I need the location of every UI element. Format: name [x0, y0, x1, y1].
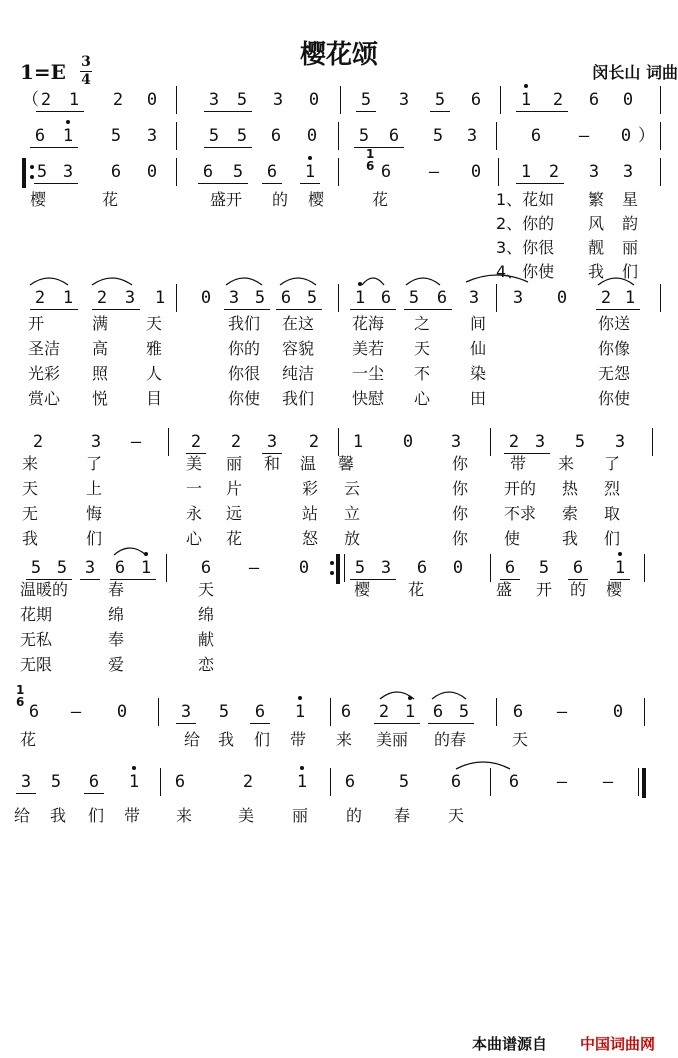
note: 5	[232, 162, 244, 182]
lyric-syllable: 馨	[338, 454, 355, 473]
note: 0	[116, 702, 128, 722]
lyric-syllable: 远	[226, 504, 243, 523]
lyric-syllable: 圣洁	[28, 339, 61, 358]
lyric-syllable: 们	[86, 529, 103, 548]
note: 2	[552, 90, 564, 110]
note: 5	[236, 90, 248, 110]
lyric-syllable: 2、你的	[496, 214, 555, 233]
lyric-syllable: 彩	[302, 479, 319, 498]
lyric-syllable: 无	[22, 504, 39, 523]
note: 6	[110, 162, 122, 182]
note: 2	[508, 432, 520, 452]
note: 0	[298, 558, 310, 578]
lyric-syllable: 开的	[504, 479, 537, 498]
lyric-syllable: 永	[186, 504, 203, 523]
lyric-syllable: 你像	[598, 339, 631, 358]
note: 5	[236, 126, 248, 146]
lyric-syllable: 春	[108, 580, 125, 599]
note: 6	[34, 126, 46, 146]
note: 6	[380, 162, 392, 182]
note: 3	[228, 288, 240, 308]
lyric-syllable: 目	[146, 389, 163, 408]
note: 3	[208, 90, 220, 110]
note: 3	[124, 288, 136, 308]
note: 2	[378, 702, 390, 722]
lyric-syllable: 3、你很	[496, 238, 555, 257]
note: 6	[340, 702, 352, 722]
lyric-syllable: 立	[344, 504, 361, 523]
note: 6	[270, 126, 282, 146]
note: 3	[614, 432, 626, 452]
lyric-syllable: 你	[452, 454, 469, 473]
paren-close: ）	[638, 126, 655, 146]
note: 5	[56, 558, 68, 578]
lyric-syllable: 使	[504, 529, 521, 548]
dash: —	[248, 558, 260, 578]
lyric-syllable: 之	[414, 314, 431, 333]
note: 3	[62, 162, 74, 182]
lyric-syllable: 你使	[228, 389, 261, 408]
paren-open: （	[22, 90, 39, 110]
note: 5	[306, 288, 318, 308]
note: 3	[534, 432, 546, 452]
lyric-syllable: 天	[414, 339, 431, 358]
lyric-syllable: 一尘	[352, 364, 385, 383]
note: 6	[512, 702, 524, 722]
time-signature-bottom: 4	[81, 72, 91, 88]
lyric-syllable: 田	[470, 389, 487, 408]
note: 5	[434, 90, 446, 110]
lyric-syllable: 带	[510, 454, 527, 473]
note: 5	[432, 126, 444, 146]
key-signature: 1=E	[20, 60, 66, 84]
note: 1	[140, 558, 152, 578]
note: 0	[306, 126, 318, 146]
lyric-syllable: 不	[414, 364, 431, 383]
lyric-syllable: 韵	[622, 214, 639, 233]
lyric-syllable: 开	[28, 314, 45, 333]
lyric-syllable: 烈	[604, 479, 621, 498]
lyric-syllable: 上	[86, 479, 103, 498]
note: 5	[538, 558, 550, 578]
note: 3	[90, 432, 102, 452]
note: 1	[352, 432, 364, 452]
note: 0	[200, 288, 212, 308]
note: 0	[402, 432, 414, 452]
lyric-syllable: 满	[92, 314, 109, 333]
dash: —	[556, 772, 568, 792]
note: 3	[84, 558, 96, 578]
lyric-syllable: 赏心	[28, 389, 61, 408]
note: 1	[296, 772, 308, 792]
lyric-syllable: 你很	[228, 364, 261, 383]
lyric-syllable: 绵	[108, 605, 125, 624]
note: 1	[68, 90, 80, 110]
note: 3	[468, 288, 480, 308]
note: 6	[436, 288, 448, 308]
lyric-syllable: 花海	[352, 314, 385, 333]
note: 6	[254, 702, 266, 722]
note: 3	[180, 702, 192, 722]
lyric-syllable: 们	[622, 262, 639, 281]
lyric-syllable: 照	[92, 364, 109, 383]
lyric-syllable: 心	[414, 389, 431, 408]
lyric-syllable: 我	[22, 529, 39, 548]
note: 2	[190, 432, 202, 452]
note: 2	[308, 432, 320, 452]
note: 1	[354, 288, 366, 308]
note: 3	[512, 288, 524, 308]
lyric-syllable: 片	[226, 479, 243, 498]
lyric-syllable: 无限	[20, 655, 53, 674]
grace-note: 1	[366, 147, 375, 161]
final-barline	[642, 768, 646, 798]
lyric-syllable: 无怨	[598, 364, 631, 383]
lyric-syllable: 你使	[598, 389, 631, 408]
lyric-syllable: 天	[22, 479, 39, 498]
lyric-syllable: 你	[452, 479, 469, 498]
lyric-syllable: 我们	[282, 389, 315, 408]
lyric-syllable: 献	[198, 630, 215, 649]
note: 5	[354, 558, 366, 578]
lyric-syllable: 樱	[354, 580, 371, 599]
lyric-syllable: 人	[146, 364, 163, 383]
note: 1	[128, 772, 140, 792]
note: 2	[40, 90, 52, 110]
lyric-syllable: 来	[176, 806, 193, 825]
lyric-syllable: 你送	[598, 314, 631, 333]
note: 5	[358, 126, 370, 146]
lyric-syllable: 爱	[108, 655, 125, 674]
footer-site-name: 中国词曲网	[580, 1035, 656, 1053]
lyric-syllable: 樱	[606, 580, 623, 599]
note: 6	[416, 558, 428, 578]
note: 1	[304, 162, 316, 182]
note: 5	[254, 288, 266, 308]
note: 6	[504, 558, 516, 578]
note: 2	[112, 90, 124, 110]
lyric-syllable: 仙	[470, 339, 487, 358]
note: 6	[588, 90, 600, 110]
note: 3	[588, 162, 600, 182]
lyric-syllable: 了	[86, 454, 103, 473]
lyric-syllable: 花	[408, 580, 425, 599]
lyric-syllable: 美	[186, 454, 203, 473]
lyric-syllable: 的	[272, 190, 289, 209]
note: 2	[96, 288, 108, 308]
note: 2	[242, 772, 254, 792]
lyric-syllable: 花期	[20, 605, 53, 624]
note: 0	[556, 288, 568, 308]
lyric-syllable: 恋	[198, 655, 215, 674]
footer-source-label: 本曲谱源自	[472, 1035, 548, 1053]
note: 6	[200, 558, 212, 578]
note: 0	[612, 702, 624, 722]
note: 3	[380, 558, 392, 578]
lyric-syllable: 丽	[622, 238, 639, 257]
note: 0	[620, 126, 632, 146]
lyric-syllable: 花	[102, 190, 119, 209]
dash: —	[578, 126, 590, 146]
grace-note: 6	[16, 695, 25, 709]
lyric-syllable: 给	[184, 730, 201, 749]
note: 6	[88, 772, 100, 792]
note: 6	[450, 772, 462, 792]
lyric-syllable: 4、你使	[496, 262, 555, 281]
lyric-syllable: 盛	[496, 580, 513, 599]
grace-note: 6	[366, 159, 375, 173]
lyric-syllable: 美丽	[376, 730, 409, 749]
note: 3	[622, 162, 634, 182]
note: 6	[344, 772, 356, 792]
lyric-syllable: 天	[448, 806, 465, 825]
lyric-syllable: 星	[622, 190, 639, 209]
lyric-syllable: 悔	[86, 504, 103, 523]
lyric-syllable: 的	[346, 806, 363, 825]
lyric-syllable: 取	[604, 504, 621, 523]
note: 1	[624, 288, 636, 308]
note: 5	[408, 288, 420, 308]
note: 6	[508, 772, 520, 792]
note: 5	[574, 432, 586, 452]
note: 6	[380, 288, 392, 308]
note: 1	[62, 288, 74, 308]
lyric-syllable: 间	[470, 314, 487, 333]
note: 6	[432, 702, 444, 722]
note: 1	[62, 126, 74, 146]
lyric-syllable: 风	[588, 214, 605, 233]
lyric-syllable: 来	[336, 730, 353, 749]
barline	[638, 768, 639, 796]
lyric-syllable: 你	[452, 529, 469, 548]
note: 0	[146, 90, 158, 110]
note: 3	[450, 432, 462, 452]
note: 6	[266, 162, 278, 182]
note: 2	[548, 162, 560, 182]
lyric-syllable: 1、花如	[496, 190, 555, 209]
lyric-syllable: 你的	[228, 339, 261, 358]
lyric-syllable: 樱	[308, 190, 325, 209]
note: 5	[50, 772, 62, 792]
lyric-syllable: 不求	[504, 504, 537, 523]
lyric-syllable: 了	[604, 454, 621, 473]
dash: —	[556, 702, 568, 722]
note: 5	[36, 162, 48, 182]
note: 6	[470, 90, 482, 110]
lyric-syllable: 带	[124, 806, 141, 825]
lyric-syllable: 们	[604, 529, 621, 548]
song-title: 樱花颂	[299, 40, 378, 70]
note: 1	[520, 90, 532, 110]
note: 6	[530, 126, 542, 146]
note: 0	[622, 90, 634, 110]
note: 1	[404, 702, 416, 722]
note: 5	[110, 126, 122, 146]
note: 6	[114, 558, 126, 578]
lyric-syllable: 悦	[92, 389, 109, 408]
note: 2	[32, 432, 44, 452]
lyric-syllable: 放	[344, 529, 361, 548]
note: 2	[600, 288, 612, 308]
note: 6	[202, 162, 214, 182]
note: 6	[28, 702, 40, 722]
lyric-syllable: 雅	[146, 339, 163, 358]
dash: —	[602, 772, 614, 792]
lyric-syllable: 靓	[588, 238, 605, 257]
lyric-syllable: 带	[290, 730, 307, 749]
lyric-syllable: 美	[238, 806, 255, 825]
lyric-syllable: 樱	[30, 190, 47, 209]
lyric-syllable: 纯洁	[282, 364, 315, 383]
note: 3	[20, 772, 32, 792]
note: 5	[218, 702, 230, 722]
lyric-syllable: 光彩	[28, 364, 61, 383]
lyric-syllable: 的春	[434, 730, 467, 749]
lyric-syllable: 我	[588, 262, 605, 281]
lyric-syllable: 容貌	[282, 339, 315, 358]
note: 6	[174, 772, 186, 792]
lyric-syllable: 我	[218, 730, 235, 749]
note: 5	[30, 558, 42, 578]
note: 3	[466, 126, 478, 146]
lyric-syllable: 绵	[198, 605, 215, 624]
note: 0	[470, 162, 482, 182]
lyric-syllable: 天	[512, 730, 529, 749]
lyric-syllable: 盛开	[210, 190, 243, 209]
lyric-syllable: 我	[50, 806, 67, 825]
note: 1	[294, 702, 306, 722]
lyric-syllable: 高	[92, 339, 109, 358]
lyric-syllable: 丽	[226, 454, 243, 473]
note: 6	[572, 558, 584, 578]
note: 6	[388, 126, 400, 146]
lyric-syllable: 花	[372, 190, 389, 209]
lyric-syllable: 在这	[282, 314, 315, 333]
lyric-syllable: 云	[344, 479, 361, 498]
lyric-syllable: 春	[394, 806, 411, 825]
note: 3	[266, 432, 278, 452]
grace-note: 1	[16, 683, 25, 697]
slur-path	[456, 762, 510, 769]
dash: —	[130, 432, 142, 452]
note: 0	[452, 558, 464, 578]
note: 5	[208, 126, 220, 146]
lyric-syllable: 你	[452, 504, 469, 523]
lyric-syllable: 给	[14, 806, 31, 825]
lyric-syllable: 温	[300, 454, 317, 473]
composer-credit: 闵长山 词曲	[592, 63, 678, 82]
note: 1	[614, 558, 626, 578]
lyric-syllable: 怒	[302, 529, 319, 548]
lyric-syllable: 美若	[352, 339, 385, 358]
lyric-syllable: 的	[570, 580, 587, 599]
time-signature-top: 3	[81, 54, 91, 70]
lyric-syllable: 快慰	[352, 389, 385, 408]
lyric-syllable: 温暖的	[20, 580, 69, 599]
lyric-syllable: 热	[562, 479, 579, 498]
lyric-syllable: 我们	[228, 314, 261, 333]
lyric-syllable: 们	[254, 730, 271, 749]
note: 3	[146, 126, 158, 146]
note: 3	[272, 90, 284, 110]
note: 1	[154, 288, 166, 308]
lyric-syllable: 来	[558, 454, 575, 473]
dash: —	[70, 702, 82, 722]
note: 5	[458, 702, 470, 722]
note: 1	[520, 162, 532, 182]
lyric-syllable: 丽	[292, 806, 309, 825]
note: 6	[280, 288, 292, 308]
note: 2	[34, 288, 46, 308]
lyric-syllable: 花	[226, 529, 243, 548]
lyric-syllable: 无私	[20, 630, 53, 649]
lyric-syllable: 奉	[108, 630, 125, 649]
dash: —	[428, 162, 440, 182]
lyric-syllable: 心	[186, 529, 203, 548]
lyric-syllable: 索	[562, 504, 579, 523]
lyric-syllable: 染	[470, 364, 487, 383]
note: 0	[146, 162, 158, 182]
lyric-syllable: 和	[264, 454, 281, 473]
lyric-syllable: 一	[186, 479, 203, 498]
note: 0	[308, 90, 320, 110]
lyric-syllable: 我	[562, 529, 579, 548]
lyric-syllable: 花	[20, 730, 37, 749]
lyric-syllable: 繁	[588, 190, 605, 209]
note: 5	[360, 90, 372, 110]
barline	[490, 768, 491, 796]
note: 2	[230, 432, 242, 452]
lyric-syllable: 站	[302, 504, 319, 523]
lyric-syllable: 天	[146, 314, 163, 333]
lyric-syllable: 天	[198, 580, 215, 599]
lyric-syllable: 们	[88, 806, 105, 825]
note: 5	[398, 772, 410, 792]
note: 3	[398, 90, 410, 110]
lyric-syllable: 开	[536, 580, 553, 599]
lyric-syllable: 来	[22, 454, 39, 473]
